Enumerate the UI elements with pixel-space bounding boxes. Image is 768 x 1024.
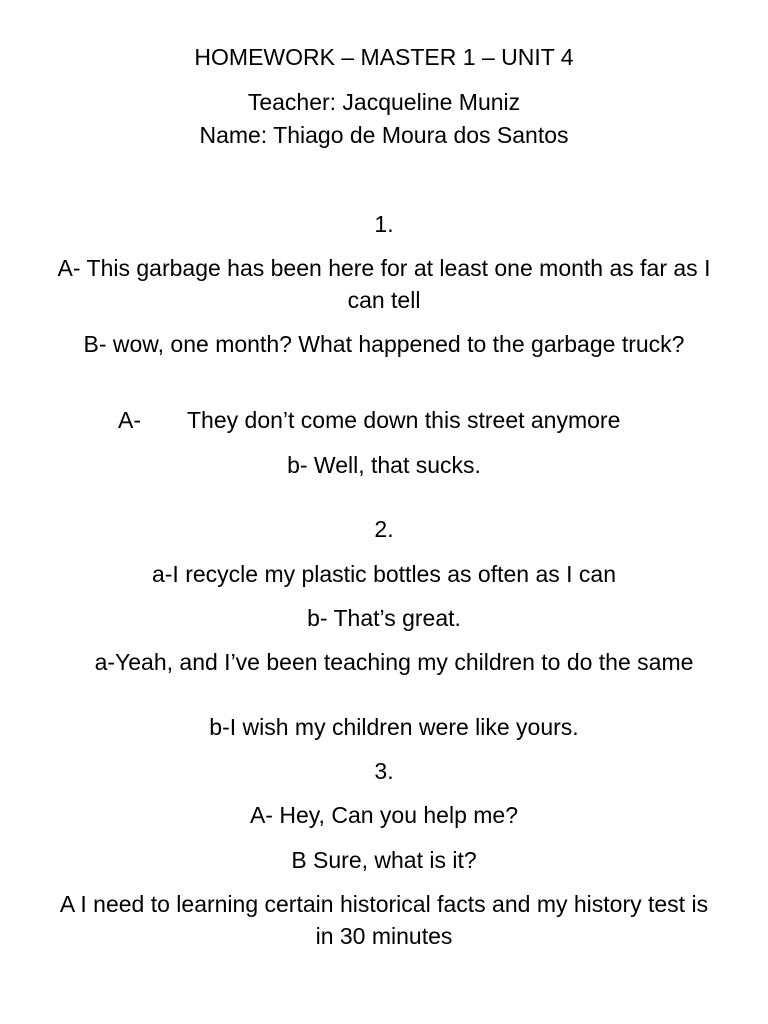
- dialogue-3-line-3: A I need to learning certain historical facts and my history test is in 30 minutes: [59, 891, 709, 949]
- student-name-line: Name: Thiago de Moura dos Santos: [199, 122, 569, 148]
- dialogue-2-line-4: b-I wish my children were like yours.: [209, 714, 579, 740]
- dialogue-2-line-2: b- That’s great.: [307, 605, 461, 631]
- dialogue-1-line-4: b- Well, that sucks.: [287, 452, 481, 478]
- dialogue-3-number: 3.: [374, 758, 394, 784]
- teacher-line: Teacher: Jacqueline Muniz: [247, 89, 521, 115]
- dialogue-1-list-marker: A-: [118, 407, 141, 433]
- dialogue-1-number: 1.: [374, 211, 394, 237]
- dialogue-3-line-2: B Sure, what is it?: [291, 847, 477, 873]
- dialogue-1-line-1: A- This garbage has been here for at least one month as far as I can tell: [57, 255, 711, 313]
- dialogue-2-line-1: a-I recycle my plastic bottles as often as I can: [151, 561, 617, 587]
- dialogue-3-line-1: A- Hey, Can you help me?: [249, 802, 519, 828]
- dialogue-2-line-3: a-Yeah, and I’ve been teaching my children to do the same: [94, 649, 694, 675]
- dialogue-2-number: 2.: [374, 516, 394, 542]
- dialogue-1-line-3: They don’t come down this street anymore: [187, 407, 621, 433]
- dialogue-1-line-2: B- wow, one month? What happened to the garbage truck?: [83, 331, 685, 357]
- document-title: HOMEWORK – MASTER 1 – UNIT 4: [194, 44, 574, 70]
